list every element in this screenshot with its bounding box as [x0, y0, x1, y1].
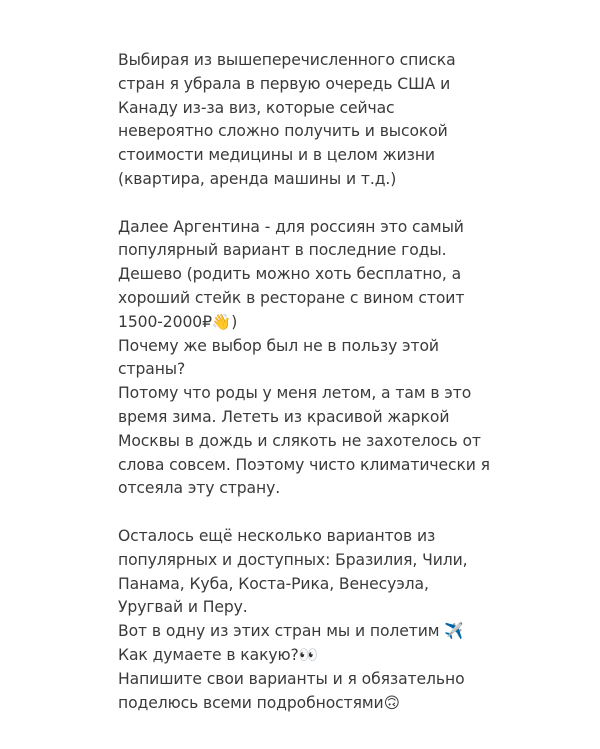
text-line: поделюсь всеми подробностями🙃 — [118, 693, 400, 712]
text-line: Панама, Куба, Коста-Рика, Венесуэла, — [118, 574, 429, 593]
paragraph-gap — [118, 192, 498, 216]
text-line: Как думаете в какую?👀 — [118, 645, 319, 664]
paragraph-argentina — [118, 216, 498, 502]
text-line: (квартира, аренда машины и т.д.) — [118, 169, 397, 188]
text-line: Потому что роды у меня летом, а там в это — [118, 384, 472, 403]
text-line: страны? — [118, 360, 186, 379]
paragraph-remaining-options — [118, 525, 498, 715]
text-line: Уругвай и Перу. — [118, 598, 248, 617]
text-line: Напишите свои варианты и я обязательно — [118, 669, 465, 688]
text-line: Далее Аргентина - для россиян это самый — [118, 217, 464, 236]
text-line: стран я убрала в первую очередь США и — [118, 74, 451, 93]
text-line: стоимости медицины и в целом жизни — [118, 146, 435, 165]
text-line: Вот в одну из этих стран мы и полетим ✈️ — [118, 622, 464, 641]
text-line: отсеяла эту страну. — [118, 479, 281, 498]
paragraph-gap — [118, 501, 498, 525]
text-line: время зима. Лететь из красивой жаркой — [118, 407, 450, 426]
text-line: хороший стейк в ресторане с вином стоит — [118, 288, 465, 307]
text-line: Канаду из-за виз, которые сейчас — [118, 98, 395, 117]
text-line: популярный вариант в последние годы. — [118, 241, 447, 260]
text-line: 1500-2000₽👋) — [118, 312, 238, 331]
text-line: Почему же выбор был не в пользу этой — [118, 336, 439, 355]
text-line: слова совсем. Поэтому чисто климатически я — [118, 455, 490, 474]
text-line: невероятно сложно получить и высокой — [118, 122, 448, 141]
paragraph-visa-reasons — [118, 49, 498, 192]
text-line: Осталось ещё несколько вариантов из — [118, 526, 436, 545]
text-line: Выбирая из вышеперечисленного списка — [118, 51, 456, 69]
text-line: популярных и доступных: Бразилия, Чили, — [118, 550, 468, 569]
post-text — [118, 49, 498, 715]
text-line: Дешево (родить можно хоть бесплатно, а — [118, 265, 462, 284]
text-line: Москвы в дождь и слякоть не захотелось от — [118, 431, 481, 450]
